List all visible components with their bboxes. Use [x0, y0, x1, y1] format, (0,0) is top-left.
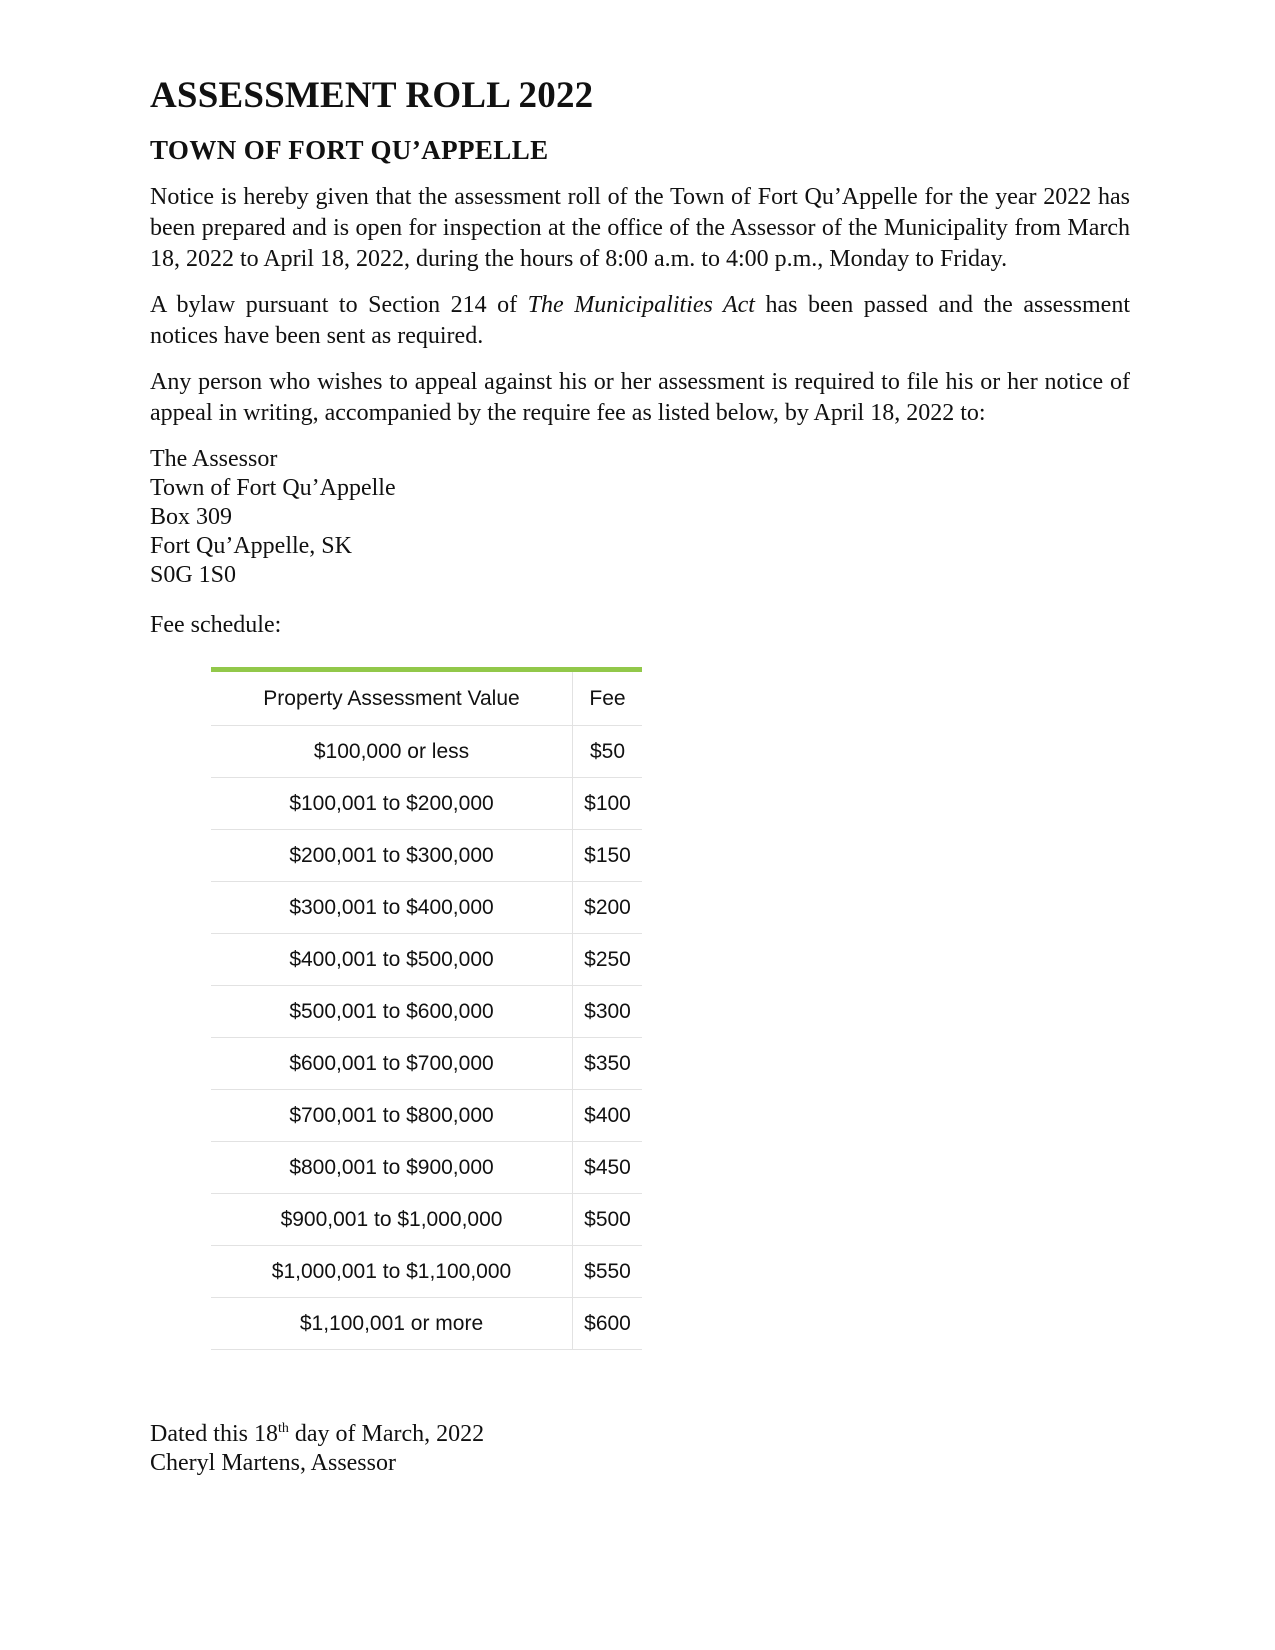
column-header-fee: Fee — [573, 670, 643, 726]
table-row — [211, 726, 642, 778]
value-cell: $300,001 to $400,000 — [211, 882, 573, 934]
table-row — [211, 830, 642, 882]
address-line: S0G 1S0 — [150, 562, 237, 588]
table-row — [211, 1038, 642, 1090]
table-row — [211, 778, 642, 830]
table-header-row — [211, 670, 642, 726]
notice-paragraph: Notice is hereby given that the assessment roll of the Town of Fort Qu’Appelle for the year 2022 has been prepared and is open for inspection at the office of the Assessor of the Municipality from March 18, 2022 to April 18, 2022, during the hours of 8:00 a.m. to 4:00 p.m., Monday to Friday. — [150, 184, 1130, 272]
appeal-paragraph: Any person who wishes to appeal against his or her assessment is required to file his or her notice of appeal in writing, accompanied by the require fee as listed below, by April 18, 2022 to: — [150, 369, 1130, 426]
page-title: ASSESSMENT ROLL 2022 — [150, 75, 594, 116]
fee-table — [211, 667, 642, 1350]
dated-text-end: day of March, 2022 — [288, 1421, 485, 1447]
table-row — [211, 1090, 642, 1142]
column-header-value: Property Assessment Value — [211, 670, 573, 726]
fee-cell: $500 — [573, 1194, 643, 1246]
value-cell: $900,001 to $1,000,000 — [211, 1194, 573, 1246]
value-cell: $200,001 to $300,000 — [211, 830, 573, 882]
fee-cell: $350 — [573, 1038, 643, 1090]
table-row — [211, 882, 642, 934]
address-line: The Assessor — [150, 446, 278, 472]
dated-signature-block — [150, 1414, 1130, 1478]
fee-cell: $600 — [573, 1298, 643, 1350]
address-line: Town of Fort Qu’Appelle — [150, 475, 396, 501]
bylaw-text-end: has been passed and the assessment notices have been sent as required. — [150, 292, 1130, 349]
value-cell: $600,001 to $700,000 — [211, 1038, 573, 1090]
table-row — [211, 934, 642, 986]
value-cell: $100,000 or less — [211, 726, 573, 778]
address-line: Box 309 — [150, 504, 233, 530]
act-name: The Municipalities Act — [527, 292, 755, 318]
fee-schedule-label: Fee schedule: — [150, 612, 282, 638]
fee-cell: $100 — [573, 778, 643, 830]
dated-line — [150, 1414, 1130, 1449]
dated-text-start: Dated this 18 — [150, 1421, 278, 1447]
fee-cell: $450 — [573, 1142, 643, 1194]
table-row — [211, 1298, 642, 1350]
ordinal-suffix: th — [277, 1421, 289, 1436]
assessor-address — [150, 445, 1130, 590]
value-cell: $1,000,001 to $1,100,000 — [211, 1246, 573, 1298]
table-row — [211, 1194, 642, 1246]
fee-cell: $50 — [573, 726, 643, 778]
fee-cell: $550 — [573, 1246, 643, 1298]
fee-cell: $300 — [573, 986, 643, 1038]
document-page — [150, 70, 1130, 1478]
value-cell: $500,001 to $600,000 — [211, 986, 573, 1038]
value-cell: $700,001 to $800,000 — [211, 1090, 573, 1142]
fee-cell: $200 — [573, 882, 643, 934]
signature-line: Cheryl Martens, Assessor — [150, 1450, 396, 1476]
fee-cell: $400 — [573, 1090, 643, 1142]
table-row — [211, 986, 642, 1038]
bylaw-text-start: A bylaw pursuant to Section 214 of — [150, 292, 528, 318]
value-cell: $800,001 to $900,000 — [211, 1142, 573, 1194]
bylaw-paragraph — [150, 290, 1130, 352]
table-row — [211, 1246, 642, 1298]
page-subtitle: TOWN OF FORT QU’APPELLE — [150, 135, 549, 165]
address-line: Fort Qu’Appelle, SK — [150, 533, 352, 559]
fee-cell: $150 — [573, 830, 643, 882]
value-cell: $100,001 to $200,000 — [211, 778, 573, 830]
value-cell: $400,001 to $500,000 — [211, 934, 573, 986]
fee-cell: $250 — [573, 934, 643, 986]
table-row — [211, 1142, 642, 1194]
value-cell: $1,100,001 or more — [211, 1298, 573, 1350]
